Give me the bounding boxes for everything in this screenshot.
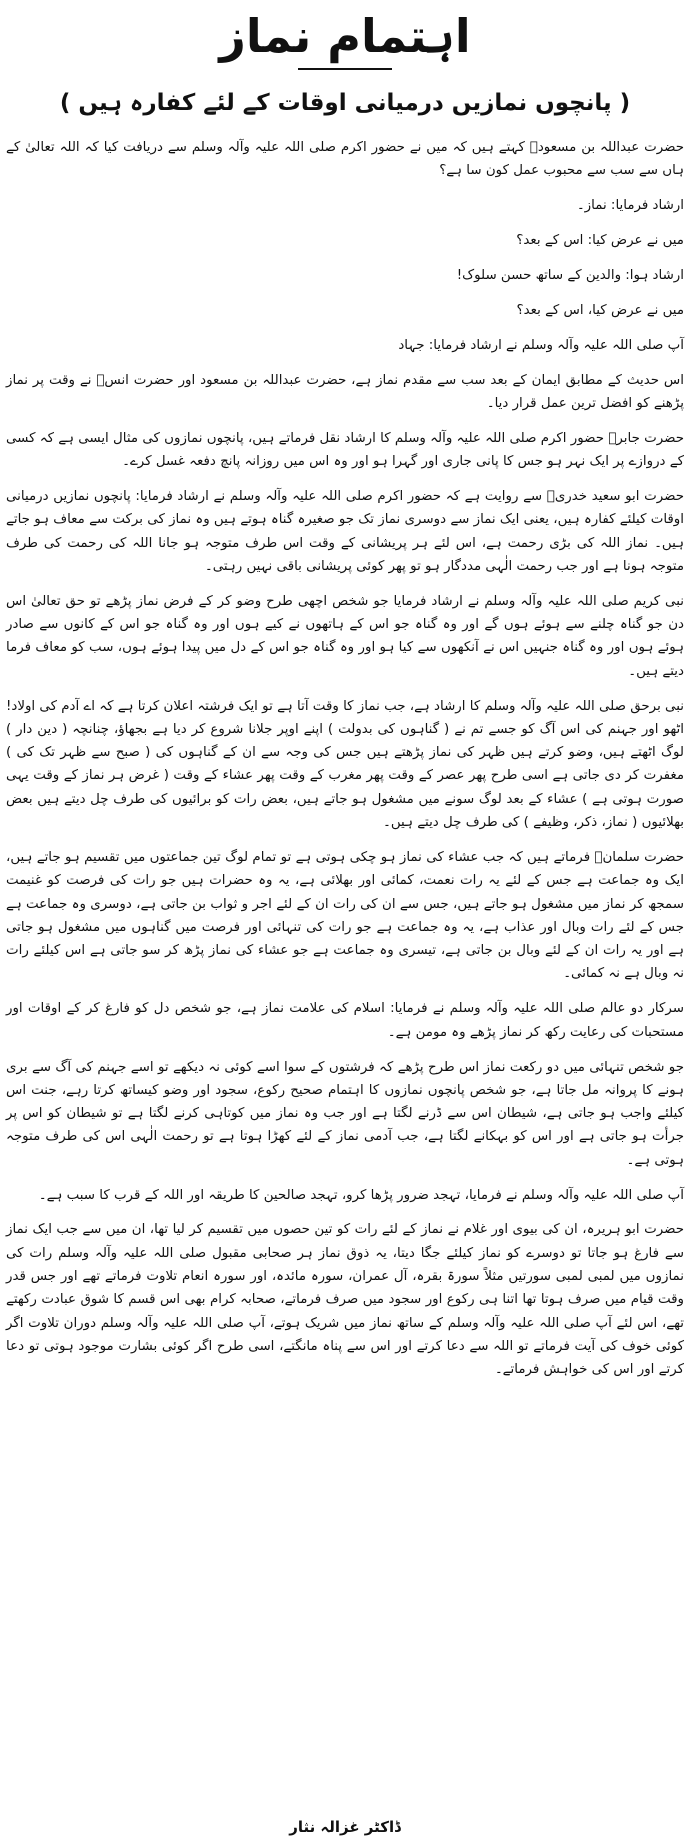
paragraph: آپ صلی اللہ علیہ وآلہ وسلم نے فرمایا، تہجد ضرور پڑھا کرو، تہجد صالحین کا طریقہ اور اللہ کے قرب کا سبب ہے۔ bbox=[38, 1187, 684, 1203]
paragraph: حضرت سلمانؓ فرماتے ہیں کہ جب عشاء کی نماز ہو چکی ہوتی ہے تو تمام لوگ تین جماعتوں میں تقسیم ہو جاتے ہیں، ایک وہ جماعت ہے جس کے لئے یہ رات نعمت، کمائی اور بھلائی ہے، یہ وہ حضرات ہیں جو رات کی فرصت کو غنیمت سمجھ کر نماز میں مشغول ہو جاتے ہیں، جس سے ان کی رات ان کے لئے اجر و ثواب بن جاتی ہے، دوسری وہ جماعت ہے جس کے لئے رات وبال اور عذاب ہے، یہ وہ جماعت ہے جو رات کی تنہائی اور فرصت میں گناہوں میں مشغول ہو جاتی ہے اور یہ رات ان کے لئے وبال بن جاتی ہے، تیسری وہ جماعت ہے جو عشاء کی نماز پڑھ کر سو جاتی ہے اس کیلئے رات نہ وبال ہے نہ کمائی۔ bbox=[6, 849, 684, 982]
paragraph: سرکار دو عالم صلی اللہ علیہ وآلہ وسلم نے فرمایا: اسلام کی علامت نماز ہے، جو شخص دل کو فارغ کر کے اوقات اور مستحبات کی رعایت رکھ کر نماز پڑھے وہ مومن ہے۔ bbox=[6, 1001, 684, 1040]
paragraph: نبی برحق صلی اللہ علیہ وآلہ وسلم کا ارشاد ہے، جب نماز کا وقت آتا ہے تو ایک فرشتہ اعلان کرتا ہے کہ اے آدم کی اولاد! اٹھو اور جہنم کی اس آگ کو جسے تم نے ( گناہوں کی بدولت ) اپنے اوپر جلانا شروع کر دیا ہے بجھاؤ، چنانچہ ( دین دار ) لوگ اٹھتے ہیں، وضو کرتے ہیں ظہر کی نماز پڑھتے ہیں جس کی وجہ سے ان کے گناہوں کی ( صبح سے ظہر تک کی ) مغفرت کر دی جاتی ہے اسی طرح پھر عصر کے وقت پھر مغرب کے وقت پھر عشاء کے وقت ( غرض ہر نماز کے وقت یہی صورت ہوتی ہے ) عشاء کے بعد لوگ سونے میں مشغول ہو جاتے ہیں، بعض رات کو برائیوں کی طرف چل دیتے ہیں بعض بھلائیوں ( نماز، ذکر، وظیفے ) کی طرف چل دیتے ہیں۔ bbox=[6, 698, 684, 831]
article-subtitle: ( پانچوں نمازیں درمیانی اوقات کے لئے کفارہ ہیں ) bbox=[59, 90, 631, 116]
paragraph: میں نے عرض کیا، اس کے بعد؟ bbox=[516, 302, 684, 318]
paragraph: حضرت ابو ہریرہ، ان کی بیوی اور غلام نے نماز کے لئے رات کو تین حصوں میں تقسیم کر لیا تھا، ان میں سے جب ایک نماز سے فارغ ہو جاتا تو دوسرے کو نماز کیلئے جگا دیتا، یہ ذوق نماز ہر صحابی مقبول صلی اللہ علیہ وآلہ وسلم رات کی نمازوں میں لمبی لمبی سورتیں مثلاً سورۃ بقرہ، آل عمران، سورہ مائدہ، اور سورہ انعام تلاوت فرماتے تھے اور جس قدر وقت قیام میں صرف ہوتا تھا اتنا ہی رکوع اور سجود میں صرف فرماتے، صحابہ کرام بھی اس قسم کا شوق عبادت رکھتے تھے، اس لئے آپ صلی اللہ علیہ وآلہ وسلم کے ساتھ نماز میں شریک ہوتے، آپ صلی اللہ علیہ وآلہ وسلم دوران تلاوت اگر کوئی خوف کی آیت فرماتے تو اللہ سے دعا کرتے اور اس سے پناہ مانگتے، اسی طرح اگر کوئی بشارت موجود ہوتی تو دعا کرتے اور اس کی خواہش فرماتے۔ bbox=[6, 1222, 684, 1378]
paragraph: حضرت عبداللہ بن مسعودؓ کہتے ہیں کہ میں نے حضور اکرم صلی اللہ علیہ وآلہ وسلم سے دریافت کیا کہ اللہ تعالیٰ کے ہاں سے سب سے محبوب عمل کون سا ہے؟ bbox=[6, 140, 684, 179]
paragraph: حضرت جابرؓ حضور اکرم صلی اللہ علیہ وآلہ وسلم کا ارشاد نقل فرماتے ہیں، پانچوں نمازوں کی مثال ایسی ہے کہ کسی کے دروازے پر ایک نہر ہو جس کا پانی جاری اور گہرا ہو اور وہ اس میں روزانہ پانچ دفعہ غسل کرے۔ bbox=[6, 430, 684, 470]
paragraph: ارشاد فرمایا: نماز۔ bbox=[576, 198, 684, 214]
paragraph: آپ صلی اللہ علیہ وآلہ وسلم نے ارشاد فرمایا: جہاد bbox=[398, 337, 684, 353]
paragraph: اس حدیث کے مطابق ایمان کے بعد سب سے مقدم نماز ہے، حضرت عبداللہ بن مسعود اور حضرت انسؓ نے وقت پر نماز پڑھنے کو افضل ترین عمل قرار دیا۔ bbox=[6, 372, 684, 411]
title-underline bbox=[298, 68, 392, 70]
paragraph: ارشاد ہوا: والدین کے ساتھ حسن سلوک! bbox=[456, 267, 684, 283]
paragraph: میں نے عرض کیا: اس کے بعد؟ bbox=[516, 233, 684, 249]
paragraph: جو شخص تنہائی میں دو رکعت نماز اس طرح پڑھے کہ فرشتوں کے سوا اسے کوئی نہ دیکھے تو اسے جہنم کی آگ سے بری ہونے کا پروانہ مل جاتا ہے، جو شخص پانچوں نمازوں کا اہتمام صحیح رکوع، سجود اور وضو کیساتھ کرتا رہے، جنت اس کیلئے واجب ہو جاتی ہے، شیطان اس سے ڈرنے لگتا ہے اور جب وہ نماز میں کوتاہی کرنے لگتا ہے تو شیطان کو اس پر جرأت ہو جاتی ہے اور اس کو بہکانے لگتا ہے، جب آدمی نماز کے لئے کھڑا ہوتا ہے تو رحمت الٰہی اس کی طرف متوجہ ہوتی ہے۔ bbox=[6, 1059, 684, 1168]
article-body bbox=[6, 136, 684, 1393]
paragraph: نبی کریم صلی اللہ علیہ وآلہ وسلم نے ارشاد فرمایا جو شخص اچھی طرح وضو کر کے فرض نماز پڑھے تو حق تعالیٰ اس دن جو گناہ چلنے سے ہوئے ہوں گے اور وہ گناہ جو اس کے ہاتھوں نے کیے ہوں اور وہ گناہ جو اس کے کانوں سے صادر ہوئے ہوں اور وہ گناہ جنہیں اس نے آنکھوں سے کیا ہو اور وہ گناہ جو اس کے دل میں پیدا ہوئے ہوں، سب کو معاف فرما دیتے ہیں۔ bbox=[6, 593, 684, 679]
author-signature: ڈاکٹر غزالہ نثار bbox=[289, 1818, 401, 1836]
article-title: اہتمام نماز bbox=[219, 9, 471, 63]
paragraph: حضرت ابو سعید خدریؓ سے روایت ہے کہ حضور اکرم صلی اللہ علیہ وآلہ وسلم نے ارشاد فرمایا: پانچوں نمازیں درمیانی اوقات کیلئے کفارہ ہیں، یعنی ایک نماز سے دوسری نماز تک جو صغیرہ گناہ ہوتے ہیں وہ نماز کی برکت سے معاف ہو جاتے ہیں۔ نماز اللہ کی بڑی رحمت ہے، اس لئے ہر پریشانی کے وقت اس طرف متوجہ ہو جانا اللہ کی رحمت کی طرف متوجہ ہونا ہے اور جب رحمت الٰہی مددگار ہو تو پھر کوئی پریشانی باقی نہیں رہتی۔ bbox=[6, 489, 684, 574]
